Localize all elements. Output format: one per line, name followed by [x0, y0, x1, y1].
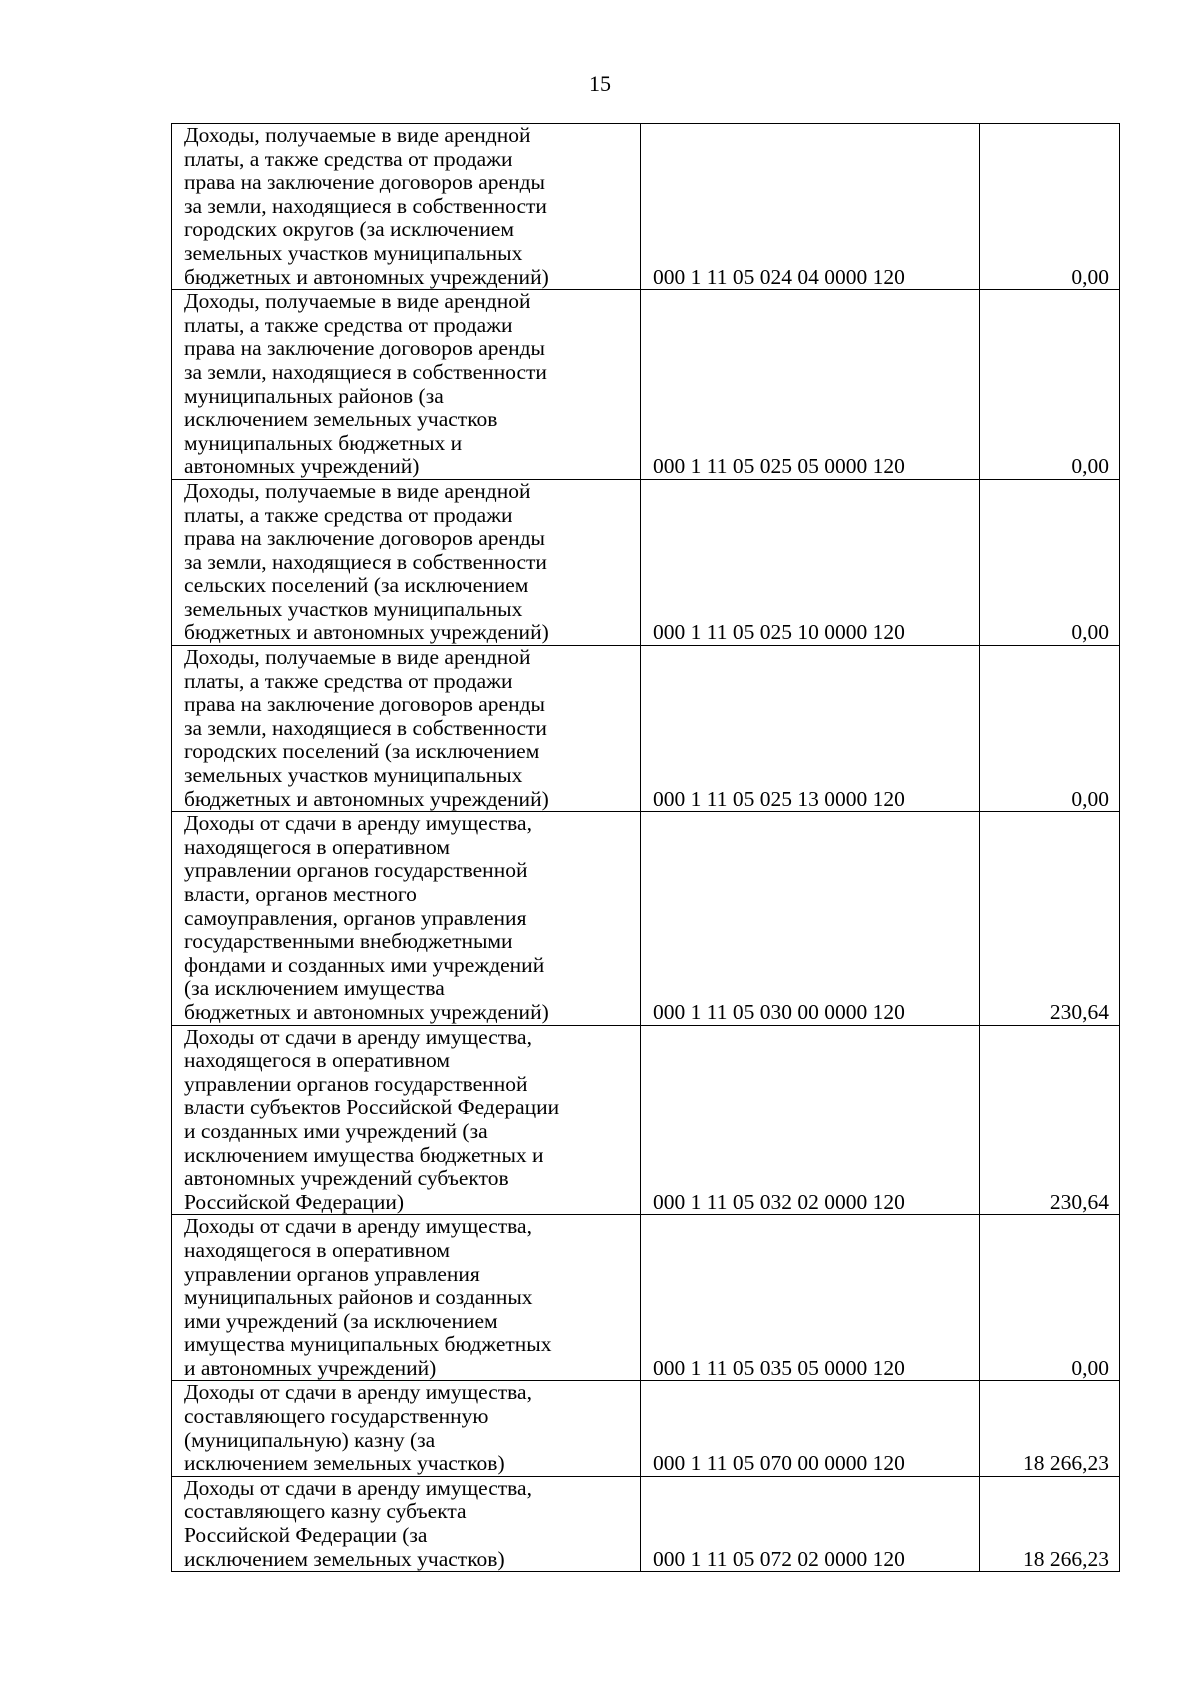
page-number: 15 — [589, 71, 611, 96]
amount-cell: 0,00 — [980, 124, 1120, 290]
budget-code-cell: 000 1 11 05 024 04 0000 120 — [641, 124, 980, 290]
budget-code-cell: 000 1 11 05 025 10 0000 120 — [641, 479, 980, 645]
table-row — [172, 290, 1120, 480]
amount-cell: 0,00 — [980, 479, 1120, 645]
table-row — [172, 812, 1120, 1025]
income-name-cell: Доходы от сдачи в аренду имущества, находящегося в оперативном управлении органов государственной власти, органов местного самоуправления, органов управления государственными внебюджетными фондами и созданных ими учреждений (за исключением имущества бюджетных и автономных учреждений) — [172, 812, 641, 1025]
budget-code-cell: 000 1 11 05 035 05 0000 120 — [641, 1215, 980, 1381]
amount-cell: 0,00 — [980, 290, 1120, 480]
budget-code-cell: 000 1 11 05 030 00 0000 120 — [641, 812, 980, 1025]
table-row — [172, 1215, 1120, 1381]
income-name-cell: Доходы от сдачи в аренду имущества, находящегося в оперативном управлении органов государственной власти субъектов Российской Федерации и созданных ими учреждений (за исключением имущества бюджетных и автономных учреждений субъектов Российской Федерации) — [172, 1025, 641, 1215]
amount-cell: 0,00 — [980, 646, 1120, 812]
amount-cell: 230,64 — [980, 1025, 1120, 1215]
income-name-cell: Доходы от сдачи в аренду имущества, находящегося в оперативном управлении органов управления муниципальных районов и созданных ими учреждений (за исключением имущества муниципальных бюджетных и автономных учреждений) — [172, 1215, 641, 1381]
income-name-cell: Доходы от сдачи в аренду имущества, составляющего государственную (муниципальную) казну (за исключением земельных участков) — [172, 1381, 641, 1476]
table-row — [172, 1381, 1120, 1476]
revenue-table — [171, 123, 1120, 1572]
budget-code-cell: 000 1 11 05 025 13 0000 120 — [641, 646, 980, 812]
budget-code-cell: 000 1 11 05 025 05 0000 120 — [641, 290, 980, 480]
income-name-cell: Доходы, получаемые в виде арендной платы, а также средства от продажи права на заключение договоров аренды за земли, находящиеся в собственности сельских поселений (за исключением земельных участков муниципальных бюджетных и автономных учреждений) — [172, 479, 641, 645]
income-name-cell: Доходы, получаемые в виде арендной платы, а также средства от продажи права на заключение договоров аренды за земли, находящиеся в собственности муниципальных районов (за исключением земельных участков муниципальных бюджетных и автономных учреждений) — [172, 290, 641, 480]
amount-cell: 0,00 — [980, 1215, 1120, 1381]
income-name-cell: Доходы от сдачи в аренду имущества, составляющего казну субъекта Российской Федерации (за исключением земельных участков) — [172, 1476, 641, 1571]
income-name-cell: Доходы, получаемые в виде арендной платы, а также средства от продажи права на заключение договоров аренды за земли, находящиеся в собственности городских округов (за исключением земельных участков муниципальных бюджетных и автономных учреждений) — [172, 124, 641, 290]
budget-code-cell: 000 1 11 05 032 02 0000 120 — [641, 1025, 980, 1215]
table-row — [172, 646, 1120, 812]
amount-cell: 18 266,23 — [980, 1381, 1120, 1476]
budget-code-cell: 000 1 11 05 072 02 0000 120 — [641, 1476, 980, 1571]
table-row — [172, 479, 1120, 645]
budget-code-cell: 000 1 11 05 070 00 0000 120 — [641, 1381, 980, 1476]
revenue-table-body — [172, 124, 1120, 1572]
income-name-cell: Доходы, получаемые в виде арендной платы, а также средства от продажи права на заключение договоров аренды за земли, находящиеся в собственности городских поселений (за исключением земельных участков муниципальных бюджетных и автономных учреждений) — [172, 646, 641, 812]
table-row — [172, 1025, 1120, 1215]
amount-cell: 18 266,23 — [980, 1476, 1120, 1571]
table-row — [172, 124, 1120, 290]
table-row — [172, 1476, 1120, 1571]
amount-cell: 230,64 — [980, 812, 1120, 1025]
